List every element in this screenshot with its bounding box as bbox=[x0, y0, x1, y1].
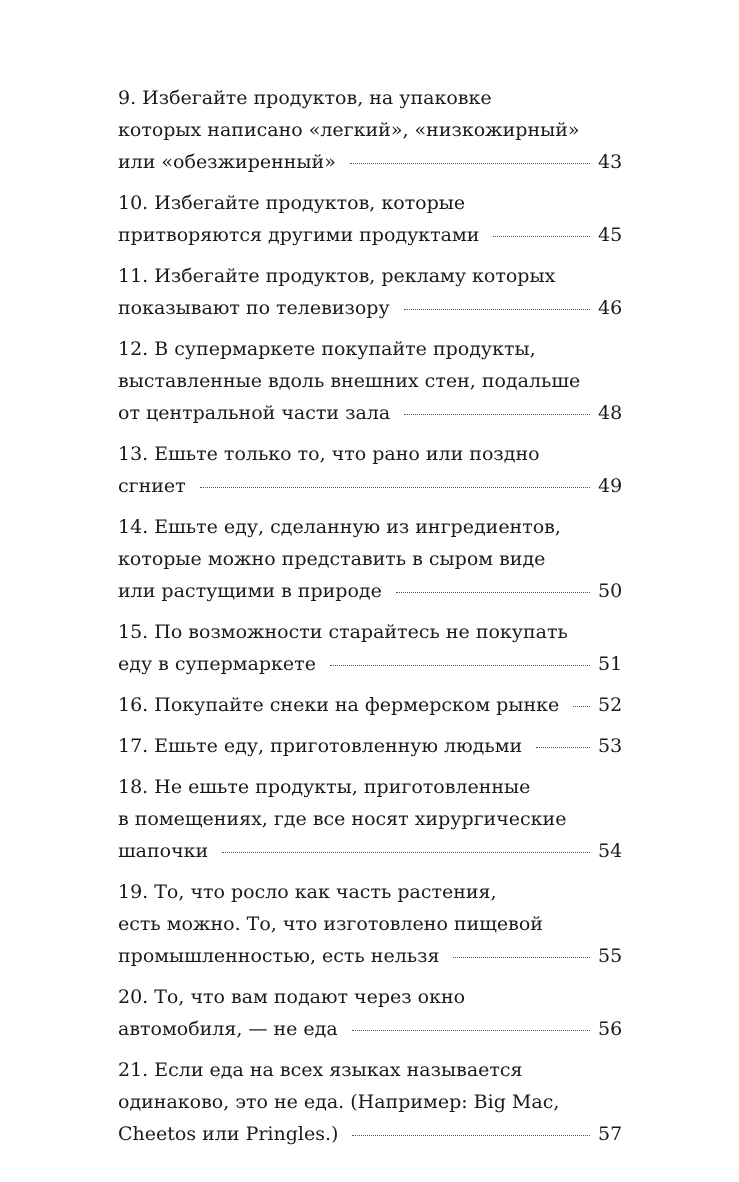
toc-entry-text-line: промышленностью, есть нельзя bbox=[118, 945, 440, 967]
toc-entry-text-line: 20. То, что вам подают через окно bbox=[118, 986, 466, 1008]
toc-entry-text-line: показывают по телевизору bbox=[118, 297, 390, 319]
toc-entry-last-line bbox=[118, 730, 623, 762]
toc-entry-text-line: одинаково, это не еда. (Например: Big Mac, bbox=[118, 1091, 560, 1113]
toc-entry-last-line bbox=[118, 835, 623, 867]
toc-entry-last-line bbox=[118, 1013, 623, 1045]
toc-entry-last-line bbox=[118, 1118, 623, 1150]
toc-entry-text-line: 21. Если еда на всех языках называется bbox=[118, 1059, 523, 1081]
toc-entry-last-line bbox=[118, 146, 623, 178]
toc-entry-text-line: шапочки bbox=[118, 840, 209, 862]
page-number: 56 bbox=[598, 1018, 623, 1040]
page-number: 48 bbox=[598, 402, 623, 424]
toc-entry-text-line: 19. То, что росло как часть растения, bbox=[118, 881, 497, 903]
toc-entry-text-line: 11. Избегайте продуктов, рекламу которых bbox=[118, 265, 556, 287]
toc-entry-text-line: которые можно представить в сыром виде bbox=[118, 548, 546, 570]
toc-entry-last-line bbox=[118, 219, 623, 251]
toc-entry-last-line bbox=[118, 470, 623, 502]
toc-entry-text-line: выставленные вдоль внешних стен, подальше bbox=[118, 370, 581, 392]
toc-entry-text-line: Cheetos или Pringles.) bbox=[118, 1123, 339, 1145]
dot-leader bbox=[404, 414, 590, 415]
toc-entry bbox=[118, 730, 623, 762]
dot-leader bbox=[453, 957, 590, 958]
toc-entry-text-line: 13. Ешьте только то, что рано или поздно bbox=[118, 443, 540, 465]
toc-entry-last-line bbox=[118, 940, 623, 972]
dot-leader bbox=[352, 1030, 590, 1031]
dot-leader bbox=[330, 665, 590, 666]
toc-entry bbox=[118, 511, 623, 607]
page-number: 52 bbox=[598, 694, 623, 716]
toc-entry bbox=[118, 876, 623, 972]
toc-entry bbox=[118, 333, 623, 429]
toc-entry-last-line bbox=[118, 648, 623, 680]
page-number: 51 bbox=[598, 653, 623, 675]
toc-entry-text-line: 15. По возможности старайтесь не покупать bbox=[118, 621, 568, 643]
dot-leader bbox=[536, 747, 590, 748]
dot-leader bbox=[222, 852, 590, 853]
toc-entry bbox=[118, 689, 623, 721]
toc-entry bbox=[118, 438, 623, 502]
page-number: 49 bbox=[598, 475, 623, 497]
toc-entry-last-line bbox=[118, 689, 623, 721]
toc-entry-last-line bbox=[118, 292, 623, 324]
toc-entry bbox=[118, 82, 623, 178]
toc-entry-text-line: от центральной части зала bbox=[118, 402, 391, 424]
toc-entry-text-line: в помещениях, где все носят хирургические bbox=[118, 808, 567, 830]
toc-entry bbox=[118, 981, 623, 1045]
toc-entry bbox=[118, 616, 623, 680]
page-number: 43 bbox=[598, 151, 623, 173]
dot-leader bbox=[404, 309, 590, 310]
toc-entry-last-line bbox=[118, 397, 623, 429]
toc-entry-text-line: которых написано «легкий», «низкожирный» bbox=[118, 119, 580, 141]
page-number: 50 bbox=[598, 580, 623, 602]
toc-entry bbox=[118, 260, 623, 324]
dot-leader bbox=[352, 1135, 590, 1136]
toc-entry-text-line: 18. Не ешьте продукты, приготовленные bbox=[118, 776, 531, 798]
toc-entry bbox=[118, 187, 623, 251]
toc-entry-text-line: 9. Избегайте продуктов, на упаковке bbox=[118, 87, 492, 109]
toc-entry-last-line bbox=[118, 575, 623, 607]
page-number: 53 bbox=[598, 735, 623, 757]
toc-entry-text-line: 14. Ешьте еду, сделанную из ингредиентов, bbox=[118, 516, 561, 538]
toc-entry-text-line: сгниет bbox=[118, 475, 186, 497]
page-number: 46 bbox=[598, 297, 623, 319]
page-number: 54 bbox=[598, 840, 623, 862]
page-number: 55 bbox=[598, 945, 623, 967]
toc-entry-text-line: 10. Избегайте продуктов, которые bbox=[118, 192, 466, 214]
dot-leader bbox=[396, 592, 590, 593]
dot-leader bbox=[573, 706, 590, 707]
toc-entry bbox=[118, 771, 623, 867]
dot-leader bbox=[493, 236, 590, 237]
dot-leader bbox=[350, 163, 590, 164]
toc-entry-text-line: или растущими в природе bbox=[118, 580, 382, 602]
toc-entry-text-line: 16. Покупайте снеки на фермерском рынке bbox=[118, 694, 560, 716]
toc-entry-text-line: есть можно. То, что изготовлено пищевой bbox=[118, 913, 543, 935]
toc-entry bbox=[118, 1054, 623, 1150]
page-number: 57 bbox=[598, 1123, 623, 1145]
toc-entry-text-line: или «обезжиренный» bbox=[118, 151, 336, 173]
toc-entry-text-line: еду в супермаркете bbox=[118, 653, 316, 675]
toc-entry-text-line: автомобиля, — не еда bbox=[118, 1018, 338, 1040]
page-number: 45 bbox=[598, 224, 623, 246]
toc-entry-text-line: притворяются другими продуктами bbox=[118, 224, 480, 246]
toc-entry-text-line: 17. Ешьте еду, приготовленную людьми bbox=[118, 735, 523, 757]
toc-entry-text-line: 12. В супермаркете покупайте продукты, bbox=[118, 338, 536, 360]
table-of-contents bbox=[118, 82, 623, 1159]
dot-leader bbox=[200, 487, 590, 488]
